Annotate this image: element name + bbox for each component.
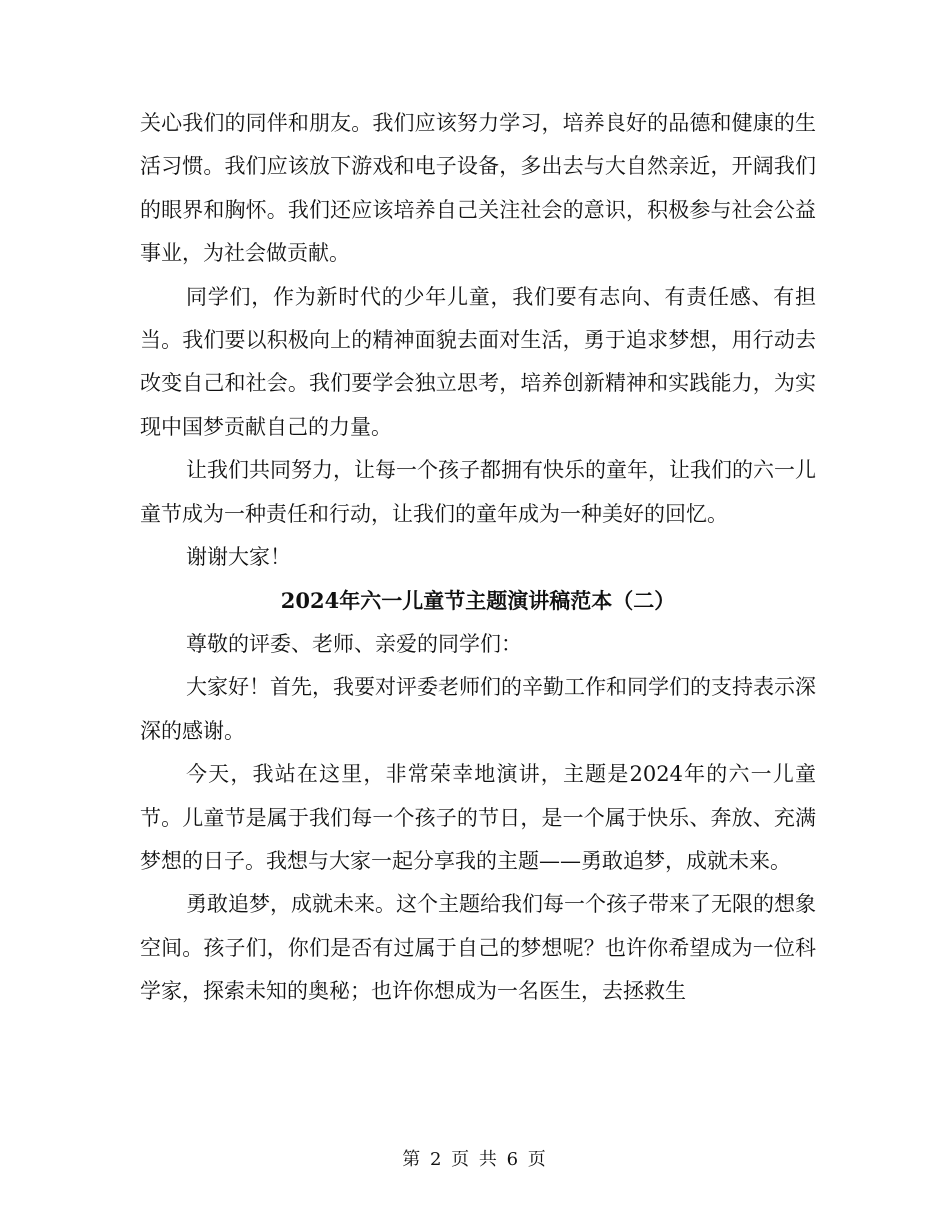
paragraph-2: 同学们，作为新时代的少年儿童，我们要有志向、有责任感、有担当。我们要以积极向上的精神面貌去面对生活，勇于追求梦想，用行动去改变自己和社会。我们要学会独立思考，培养创新精神和实践能力，为实现中国梦贡献自己的力量。: [140, 284, 816, 439]
paragraph-7: 今天，我站在这里，非常荣幸地演讲，主题是2024年的六一儿童节。儿童节是属于我们每一个孩子的节日，是一个属于快乐、奔放、充满梦想的日子。我想与大家一起分享我的主题——勇敢追梦，成就未来。: [140, 762, 816, 873]
paragraph-8: 勇敢追梦，成就未来。这个主题给我们每一个孩子带来了无限的想象空间。孩子们，你们是否有过属于自己的梦想呢？也许你希望成为一位科学家，探索未知的奥秘；也许你想成为一名医生，去拯救生: [140, 892, 816, 1004]
document-body: [140, 102, 816, 1014]
page-footer: 第 2 页 共 6 页: [402, 1149, 548, 1170]
paragraph-5: 尊敬的评委、老师、亲爱的同学们：: [186, 631, 522, 656]
paragraph-4: 谢谢大家！: [186, 545, 291, 570]
paragraph-3: 让我们共同努力，让每一个孩子都拥有快乐的童年，让我们的六一儿童节成为一种责任和行动，让我们的童年成为一种美好的回忆。: [140, 458, 816, 526]
paragraph-6: 大家好！首先，我要对评委老师们的辛勤工作和同学们的支持表示深深的感谢。: [140, 675, 816, 743]
section-heading: 2024年六一儿童节主题演讲稿范本（二）: [280, 588, 676, 614]
paragraph-1: 关心我们的同伴和朋友。我们应该努力学习，培养良好的品德和健康的生活习惯。我们应该放下游戏和电子设备，多出去与大自然亲近，开阔我们的眼界和胸怀。我们还应该培养自己关注社会的意识，积极参与社会公益事业，为社会做贡献。: [140, 111, 816, 266]
